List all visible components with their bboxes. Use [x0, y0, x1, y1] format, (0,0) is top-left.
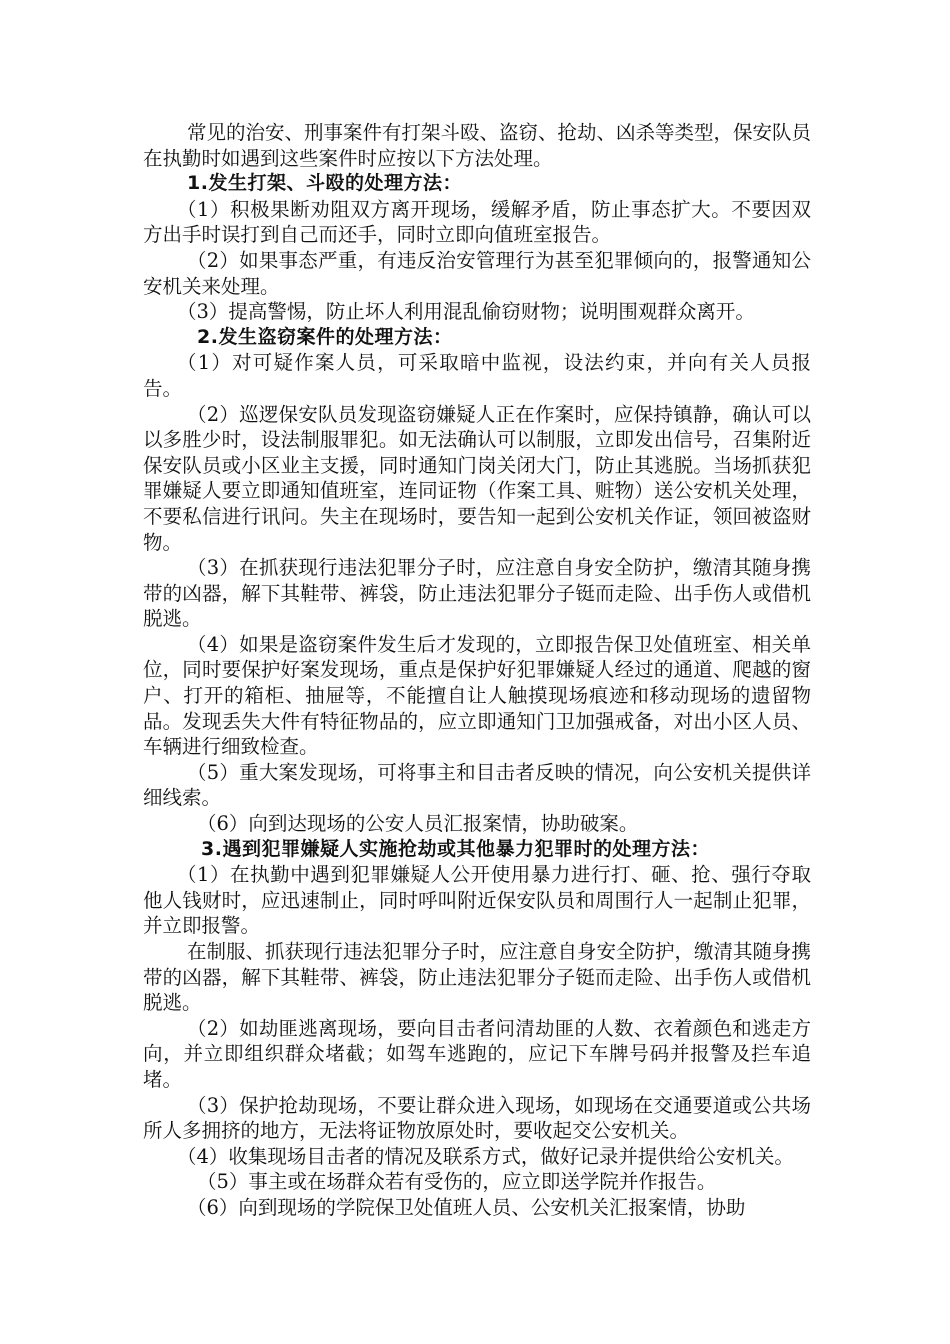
paragraph-1-1: （1）积极果断劝阻双方离开现场，缓解矛盾，防止事态扩大。不要因双方出手时误打到自己而还手，同时立即向值班室报告。 [143, 197, 811, 247]
paragraph-2-2: （2）巡逻保安队员发现盗窃嫌疑人正在作案时，应保持镇静，确认可以以多胜少时，设法制服罪犯。如无法确认可以制服，立即发出信号，召集附近保安队员或小区业主支援，同时通知门岗关闭大门，防止其逃脱。当场抓获犯罪嫌疑人要立即通知值班室，连同证物（作案工具、赃物）送公安机关处理，不要私信进行讯问。失主在现场时，要告知一起到公安机关作证，领回被盗财物。 [143, 402, 811, 554]
paragraph-2-4: （4）如果是盗窃案件发生后才发现的，立即报告保卫处值班室、相关单位，同时要保护好案发现场，重点是保护好犯罪嫌疑人经过的通道、爬越的窗户、打开的箱柜、抽屉等，不能擅自让人触摸现场痕迹和移动现场的遗留物品。发现丢失大件有特征物品的，应立即通知门卫加强戒备，对出小区人员、车辆进行细致检查。 [143, 632, 811, 759]
paragraph-1-3: （3）提高警惕，防止坏人利用混乱偷窃财物；说明围观群众离开。 [177, 300, 755, 324]
paragraph-3-2: （2）如劫匪逃离现场，要向目击者问清劫匪的人数、衣着颜色和逃走方向，并立即组织群众堵截；如驾车逃跑的，应记下车牌号码并报警及拦车追堵。 [143, 1016, 811, 1091]
paragraph-3-1-note: 在制服、抓获现行违法犯罪分子时，应注意自身安全防护，缴清其随身携带的凶器，解下其鞋带、裤袋，防止违法犯罪分子铤而走险、出手伤人或借机脱逃。 [143, 940, 812, 1015]
section-heading-2: 2.发生盗窃案件的处理方法： [197, 325, 453, 348]
paragraph-3-5: （5）事主或在场群众若有受伤的，应立即送学院并作报告。 [197, 1170, 717, 1194]
paragraph-2-1: （1）对可疑作案人员，可采取暗中监视，设法约束，并向有关人员报告。 [143, 351, 811, 400]
paragraph-2-3: （3）在抓获现行违法犯罪分子时，应注意自身安全防护，缴清其随身携带的凶器，解下其鞋带、裤袋，防止违法犯罪分子铤而走险、出手伤人或借机脱逃。 [143, 556, 811, 631]
paragraph-3-4: （4）收集现场目击者的情况及联系方式，做好记录并提供给公安机关。 [177, 1144, 794, 1168]
paragraph-3-6: （6）向到现场的学院保卫处值班人员、公安机关汇报案情，协助 [187, 1195, 746, 1219]
intro-paragraph: 常见的治安、刑事案件有打架斗殴、盗窃、抢劫、凶杀等类型，保安队员在执勤时如遇到这些案件时应按以下方法处理。 [143, 121, 812, 170]
paragraph-2-5: （5）重大案发现场，可将事主和目击者反映的情况，向公安机关提供详细线索。 [143, 760, 811, 810]
document-body [143, 120, 811, 1221]
paragraph-3-3: （3）保护抢劫现场，不要让群众进入现场，如现场在交通要道或公共场所人多拥挤的地方，无法将证物放原处时，要收起交公安机关。 [143, 1093, 811, 1143]
paragraph-2-6: （6）向到达现场的公安人员汇报案情，协助破案。 [197, 812, 639, 836]
section-heading-1: 1.发生打架、斗殴的处理方法： [187, 172, 462, 195]
paragraph-3-1: （1）在执勤中遇到犯罪嫌疑人公开使用暴力进行打、砸、抢、强行夺取他人钱财时，应迅速制止，同时呼叫附近保安队员和周围行人一起制止犯罪，并立即报警。 [143, 863, 811, 938]
paragraph-1-2: （2）如果事态严重，有违反治安管理行为甚至犯罪倾向的，报警通知公安机关来处理。 [143, 248, 811, 298]
section-heading-3: 3.遇到犯罪嫌疑人实施抢劫或其他暴力犯罪时的处理方法： [201, 837, 710, 860]
